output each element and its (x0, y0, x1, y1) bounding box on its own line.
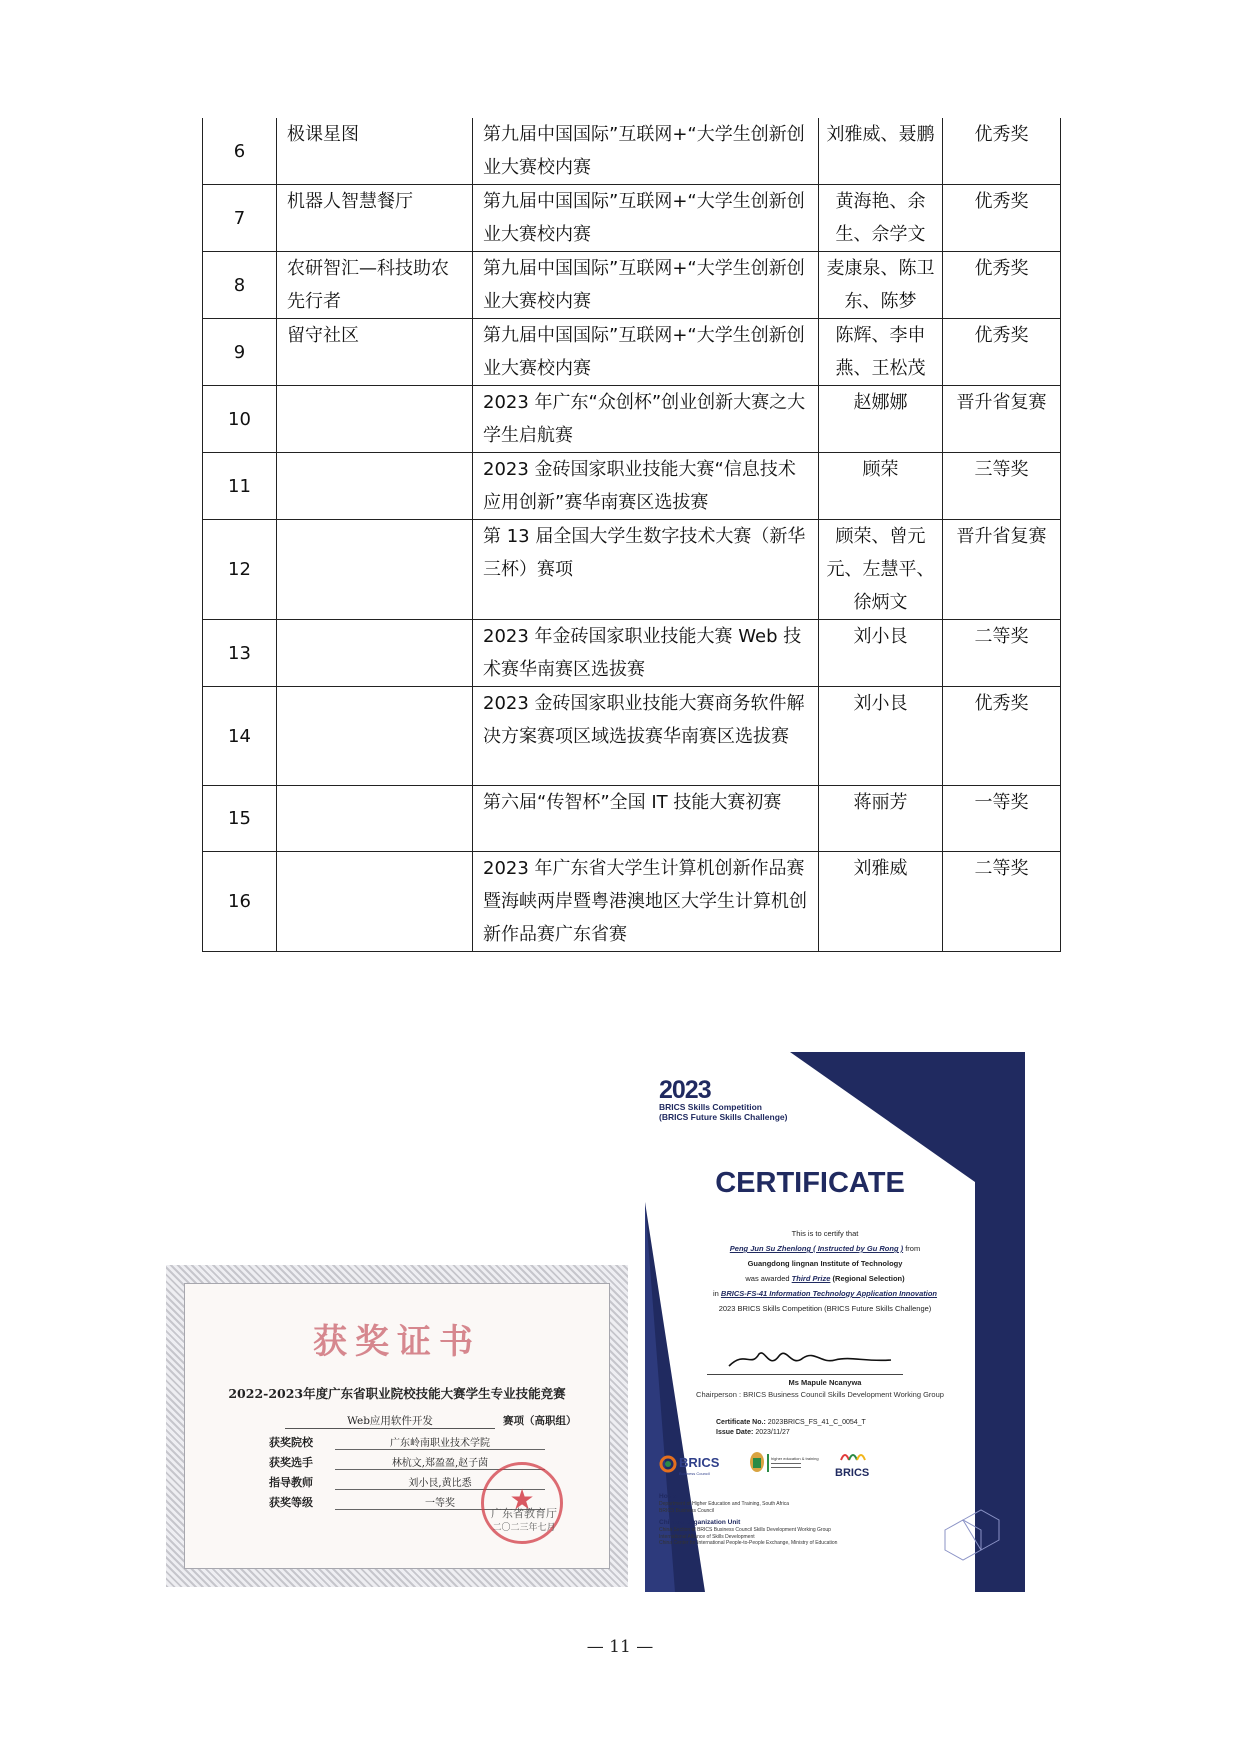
award-level: 一等奖 (943, 786, 1061, 852)
field-label: 获奖院校 (269, 1436, 313, 1449)
award-level: 优秀奖 (943, 118, 1061, 185)
seal-star-icon: ★ (509, 1483, 535, 1516)
awarded-line (675, 1271, 975, 1286)
award-level: 三等奖 (943, 453, 1061, 520)
selection-name: (Regional Selection) (832, 1274, 905, 1283)
event-line: 2023 BRICS Skills Competition (BRICS Future Skills Challenge) (718, 1304, 932, 1313)
awards-table (202, 118, 1061, 952)
organization-item: China Section of BRICS Business Council Skills Development Working Group (659, 1527, 831, 1533)
field-value: 刘小艮,黄比悉 (335, 1474, 545, 1490)
organization-item: China Center for International People-to-People Exchange, Ministry of Education (659, 1540, 838, 1546)
brics-certificate (645, 1052, 1025, 1592)
seal-date: 二〇二三年七月 (492, 1523, 556, 1533)
team-members: 刘小艮 (819, 687, 943, 786)
field-value: 林杭文,郑盈盈,赵子茵 (335, 1454, 545, 1470)
certificate-heading: CERTIFICATE (715, 1167, 905, 1199)
host-item: BRICS Business Council (659, 1507, 715, 1514)
from-word: from (905, 1244, 921, 1253)
certificate-inner-frame (184, 1283, 610, 1569)
row-number: 16 (203, 852, 277, 952)
issue-date-line (716, 1428, 866, 1438)
host-item: Department of Higher Education and Training, South Africa (659, 1501, 790, 1507)
competition-name: 2023 金砖国家职业技能大赛商务软件解决方案赛项区域选拔赛华南赛区选拔赛 (473, 687, 819, 786)
cert-no-label: Certificate No.: (716, 1419, 766, 1426)
table-row (203, 786, 1061, 852)
award-level: 优秀奖 (943, 252, 1061, 319)
project-name: 农研智汇—科技助农先行者 (277, 252, 473, 319)
table-row (203, 319, 1061, 386)
team-members: 刘雅威、聂鹏 (819, 118, 943, 185)
brics-colored-logo-icon (835, 1455, 869, 1479)
brics-logo-text: BRICS (679, 1455, 720, 1470)
team-members: 顾荣 (819, 453, 943, 520)
certificate-number-block (716, 1418, 866, 1438)
competition-name: 第九届中国国际”互联网+“大学生创新创业大赛校内赛 (473, 118, 819, 185)
in-word: in (712, 1289, 719, 1298)
certify-text: This is to certify that (791, 1229, 859, 1238)
team-members: 麦康泉、陈卫东、陈梦 (819, 252, 943, 319)
award-level: 二等奖 (943, 852, 1061, 952)
brics-logo-subtext: Business Council (679, 1471, 710, 1476)
award-level: 优秀奖 (943, 319, 1061, 386)
higher-education-logo-icon (767, 1454, 819, 1472)
table-row (203, 453, 1061, 520)
field-label: 获奖选手 (269, 1456, 313, 1469)
handwritten-signature-icon (725, 1346, 895, 1372)
team-members: 蒋丽芳 (819, 786, 943, 852)
issue-date-label: Issue Date: (716, 1429, 754, 1436)
hosts-block (659, 1492, 889, 1547)
seal-organization: 广东省教育厅 (491, 1507, 557, 1520)
hosts-label: Hosts (659, 1493, 678, 1500)
project-name (277, 520, 473, 620)
team-members: 顾荣、曾元元、左慧平、徐炳文 (819, 520, 943, 620)
row-number: 8 (203, 252, 277, 319)
table-row (203, 185, 1061, 252)
project-name (277, 786, 473, 852)
table-row (203, 687, 1061, 786)
table-row (203, 118, 1061, 185)
competition-name: 2023 金砖国家职业技能大赛“信息技术应用创新”赛华南赛区选拔赛 (473, 453, 819, 520)
row-number: 9 (203, 319, 277, 386)
certificate-event-suffix: 赛项（高职组） (503, 1415, 577, 1427)
row-number: 10 (203, 386, 277, 453)
field-value: 广东岭南职业技术学院 (335, 1434, 545, 1450)
competition-name: 第九届中国国际”互联网+“大学生创新创业大赛校内赛 (473, 252, 819, 319)
organization-label: Chinese Organization Unit (659, 1519, 741, 1526)
category-name: BRICS-FS-41 Information Technology Application Innovation (720, 1289, 938, 1298)
award-level: 晋升省复赛 (943, 386, 1061, 453)
project-name (277, 687, 473, 786)
team-members: 陈辉、李申燕、王松茂 (819, 319, 943, 386)
project-name (277, 386, 473, 453)
project-name: 留守社区 (277, 319, 473, 386)
certificate-number-line (716, 1418, 866, 1428)
certificate-event: Web应用软件开发 (285, 1413, 495, 1429)
competition-name (659, 1102, 787, 1122)
he-logo-text: higher education & training (771, 1456, 819, 1461)
page-number: — 11 — (586, 1637, 654, 1657)
recipient-names: Peng Jun Su Zhenlong ( Instructed by Gu Rong ) (729, 1244, 904, 1253)
competition-name: 2023 年广东省大学生计算机创新作品赛暨海峡两岸暨粤港澳地区大学生计算机创新作品赛广东省赛 (473, 852, 819, 952)
row-number: 11 (203, 453, 277, 520)
prize-name: Third Prize (791, 1274, 831, 1283)
project-name (277, 453, 473, 520)
signature-line (707, 1374, 903, 1375)
table-row (203, 386, 1061, 453)
project-name (277, 620, 473, 687)
competition-name: 第九届中国国际”互联网+“大学生创新创业大赛校内赛 (473, 319, 819, 386)
table-row (203, 620, 1061, 687)
team-members: 黄海艳、余生、佘学文 (819, 185, 943, 252)
table-row (203, 852, 1061, 952)
south-africa-coat-of-arms-icon (750, 1452, 764, 1472)
competition-name: 第九届中国国际”互联网+“大学生创新创业大赛校内赛 (473, 185, 819, 252)
competition-line1: BRICS Skills Competition (659, 1102, 762, 1112)
team-members: 赵娜娜 (819, 386, 943, 453)
row-number: 12 (203, 520, 277, 620)
sponsor-logos (659, 1448, 919, 1484)
award-level: 二等奖 (943, 620, 1061, 687)
signer-title: Chairperson : BRICS Business Council Skills Development Working Group (696, 1390, 944, 1399)
field-label: 获奖等级 (269, 1496, 313, 1509)
competition-name: 2023 年广东“众创杯”创业创新大赛之大学生启航赛 (473, 386, 819, 453)
table-row (203, 520, 1061, 620)
table-row (203, 252, 1061, 319)
row-number: 14 (203, 687, 277, 786)
row-number: 13 (203, 620, 277, 687)
competition-name: 第六届“传智杯”全国 IT 技能大赛初赛 (473, 786, 819, 852)
row-number: 15 (203, 786, 277, 852)
team-members: 刘雅威 (819, 852, 943, 952)
brics-business-council-logo-icon (661, 1455, 720, 1476)
category-line (675, 1286, 975, 1301)
certificate-title: 获奖证书 (313, 1322, 481, 1362)
certificate-field-school (269, 1434, 579, 1450)
brics-colored-logo-text: BRICS (835, 1467, 870, 1479)
team-members: 刘小艮 (819, 620, 943, 687)
project-name: 极课星图 (277, 118, 473, 185)
official-seal (481, 1462, 563, 1544)
row-number: 7 (203, 185, 277, 252)
competition-name: 2023 年金砖国家职业技能大赛 Web 技术赛华南赛区选拔赛 (473, 620, 819, 687)
certificate-body (675, 1226, 975, 1316)
field-value: 一等奖 (335, 1494, 545, 1510)
institution-name: Guangdong lingnan Institute of Technology (747, 1259, 903, 1268)
cert-no-value: 2023BRICS_FS_41_C_0054_T (767, 1419, 866, 1426)
project-name: 机器人智慧餐厅 (277, 185, 473, 252)
competition-name: 第 13 届全国大学生数字技术大赛（新华三杯）赛项 (473, 520, 819, 620)
field-label: 指导教师 (269, 1476, 313, 1489)
award-level: 晋升省复赛 (943, 520, 1061, 620)
competition-line2: (BRICS Future Skills Challenge) (659, 1112, 788, 1122)
row-number: 6 (203, 118, 277, 185)
brics-year-logo: 2023 (659, 1076, 711, 1104)
signer-name: Ms Mapule Ncanywa (788, 1378, 862, 1387)
awarded-word: was awarded (745, 1274, 790, 1283)
recipients-line (675, 1241, 975, 1256)
award-level: 优秀奖 (943, 185, 1061, 252)
certificate-subtitle: 2022-2023年度广东省职业院校技能大赛学生专业技能竞赛 (228, 1386, 566, 1401)
project-name (277, 852, 473, 952)
organization-item: International Alliance of Skills Development (659, 1533, 755, 1540)
issue-date-value: 2023/11/27 (755, 1429, 790, 1436)
award-level: 优秀奖 (943, 687, 1061, 786)
provincial-award-certificate (166, 1265, 628, 1587)
